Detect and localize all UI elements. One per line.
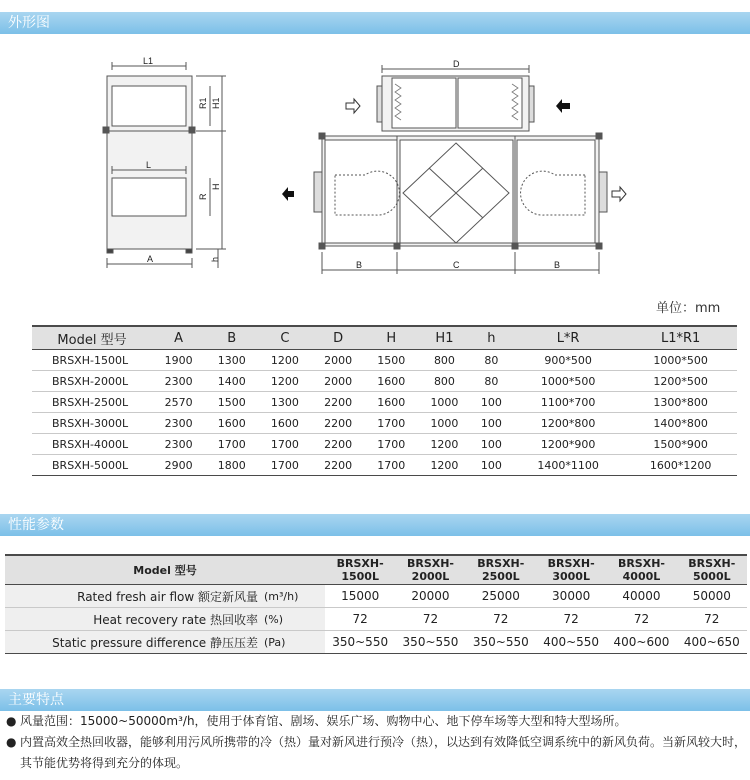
- feature-text: 风量范围：15000~50000m³/h，使用于体育馆、剧场、娱乐广场、购物中心、地下停车场等大型和特大型场所。: [20, 714, 627, 728]
- dim-label-H1: H1: [211, 97, 221, 109]
- value-cell: 100: [471, 413, 512, 434]
- value-cell: 2300: [152, 371, 205, 392]
- value-cell: 1400*1100: [512, 455, 625, 476]
- col-header: L1*R1: [624, 326, 737, 350]
- section-title-performance: 性能参数: [0, 514, 750, 536]
- value-cell: 1200: [418, 434, 471, 455]
- row-unit: (%): [260, 608, 325, 631]
- table-row: [32, 413, 737, 434]
- value-cell: 72: [677, 608, 747, 631]
- section-title-features: 主要特点: [0, 689, 750, 711]
- list-item: [6, 711, 746, 732]
- value-cell: 350~550: [395, 631, 465, 654]
- section-title-appearance: 外形图: [0, 12, 750, 34]
- dim-label-L1: L1: [143, 56, 154, 66]
- dim-label-H: H: [211, 183, 221, 190]
- col-header: B: [205, 326, 258, 350]
- table-row: [32, 392, 737, 413]
- model-cell: BRSXH-2000L: [32, 371, 152, 392]
- value-cell: 1300: [205, 350, 258, 371]
- value-cell: 1200*500: [624, 371, 737, 392]
- value-cell: 2300: [152, 434, 205, 455]
- value-cell: 1000: [418, 413, 471, 434]
- row-unit: (Pa): [260, 631, 325, 654]
- unit-outline-drawing: [0, 40, 750, 285]
- value-cell: 2300: [152, 413, 205, 434]
- dim-label-B-right: B: [554, 260, 561, 270]
- row-label: Rated fresh air flow 额定新风量: [5, 585, 260, 608]
- model-header: BRSXH-3000L: [536, 555, 606, 585]
- value-cell: 1200: [418, 455, 471, 476]
- value-cell: 72: [395, 608, 465, 631]
- row-label: Static pressure difference 静压压差: [5, 631, 260, 654]
- value-cell: 1000*500: [512, 371, 625, 392]
- value-cell: 1500: [365, 350, 418, 371]
- feature-text: 内置高效全热回收器，能够利用污风所携带的冷（热）量对新风进行预冷（热），以达到有效降低空调系统中的新风负荷。当新风较大时，其节能优势将得到充分的体现。: [20, 735, 747, 770]
- model-header: BRSXH-1500L: [325, 555, 395, 585]
- value-cell: 1400: [205, 371, 258, 392]
- value-cell: 400~550: [536, 631, 606, 654]
- value-cell: 40000: [606, 585, 676, 608]
- table-row: [5, 585, 747, 608]
- col-header: L*R: [512, 326, 625, 350]
- table-row: [32, 350, 737, 371]
- table-row: [5, 608, 747, 631]
- value-cell: 1300: [258, 392, 311, 413]
- bullet-dot-icon: ●: [6, 714, 17, 728]
- performance-table: [5, 554, 747, 654]
- value-cell: 1700: [365, 434, 418, 455]
- table-row: [32, 434, 737, 455]
- value-cell: 1200*800: [512, 413, 625, 434]
- value-cell: 2900: [152, 455, 205, 476]
- col-header: C: [258, 326, 311, 350]
- col-header: H1: [418, 326, 471, 350]
- value-cell: 1700: [205, 434, 258, 455]
- value-cell: 50000: [677, 585, 747, 608]
- unit-label: 单位：mm: [656, 301, 721, 316]
- value-cell: 1400*800: [624, 413, 737, 434]
- dim-label-h: h: [210, 256, 220, 262]
- perf-header-label: Model 型号: [5, 555, 325, 585]
- model-cell: BRSXH-4000L: [32, 434, 152, 455]
- value-cell: 15000: [325, 585, 395, 608]
- value-cell: 800: [418, 371, 471, 392]
- table-row: [5, 631, 747, 654]
- value-cell: 900*500: [512, 350, 625, 371]
- value-cell: 80: [471, 350, 512, 371]
- value-cell: 800: [418, 350, 471, 371]
- table-row: [32, 371, 737, 392]
- value-cell: 1700: [365, 455, 418, 476]
- value-cell: 72: [606, 608, 676, 631]
- dim-label-L: L: [146, 160, 152, 170]
- model-header: BRSXH-2500L: [466, 555, 536, 585]
- dimensions-table: [32, 325, 737, 476]
- value-cell: 350~550: [466, 631, 536, 654]
- model-header: BRSXH-4000L: [606, 555, 676, 585]
- value-cell: 2200: [312, 392, 365, 413]
- table-header-row: [32, 326, 737, 350]
- value-cell: 100: [471, 392, 512, 413]
- value-cell: 1100*700: [512, 392, 625, 413]
- arrow-filled-icon: [282, 187, 294, 201]
- value-cell: 400~600: [606, 631, 676, 654]
- value-cell: 350~550: [325, 631, 395, 654]
- feature-list: [6, 711, 746, 774]
- model-cell: BRSXH-1500L: [32, 350, 152, 371]
- value-cell: 2000: [312, 371, 365, 392]
- value-cell: 1600: [365, 371, 418, 392]
- bullet-dot-icon: ●: [6, 735, 17, 749]
- value-cell: 72: [466, 608, 536, 631]
- value-cell: 80: [471, 371, 512, 392]
- value-cell: 1500: [205, 392, 258, 413]
- dim-label-B-left: B: [356, 260, 363, 270]
- row-unit: (m³/h): [260, 585, 325, 608]
- model-header: BRSXH-2000L: [395, 555, 465, 585]
- col-header: D: [312, 326, 365, 350]
- list-item: [6, 732, 746, 774]
- dim-label-A: A: [147, 254, 154, 264]
- dim-label-C: C: [453, 260, 460, 270]
- table-header-row: [5, 555, 747, 585]
- dim-label-R1: R1: [198, 97, 208, 109]
- value-cell: 1700: [365, 413, 418, 434]
- value-cell: 72: [325, 608, 395, 631]
- value-cell: 1600: [258, 413, 311, 434]
- value-cell: 1600: [365, 392, 418, 413]
- value-cell: 1200*900: [512, 434, 625, 455]
- value-cell: 1000*500: [624, 350, 737, 371]
- value-cell: 1300*800: [624, 392, 737, 413]
- arrow-outline-icon: [346, 99, 360, 113]
- value-cell: 1200: [258, 350, 311, 371]
- arrow-outline-icon: [612, 187, 626, 201]
- value-cell: 1600*1200: [624, 455, 737, 476]
- value-cell: 72: [536, 608, 606, 631]
- model-cell: BRSXH-2500L: [32, 392, 152, 413]
- value-cell: 2200: [312, 413, 365, 434]
- value-cell: 25000: [466, 585, 536, 608]
- value-cell: 1700: [258, 455, 311, 476]
- value-cell: 1900: [152, 350, 205, 371]
- col-header: H: [365, 326, 418, 350]
- model-cell: BRSXH-5000L: [32, 455, 152, 476]
- value-cell: 1800: [205, 455, 258, 476]
- value-cell: 1600: [205, 413, 258, 434]
- col-header: Model 型号: [32, 326, 152, 350]
- value-cell: 30000: [536, 585, 606, 608]
- value-cell: 2200: [312, 455, 365, 476]
- table-row: [32, 455, 737, 476]
- value-cell: 1700: [258, 434, 311, 455]
- value-cell: 1000: [418, 392, 471, 413]
- arrow-filled-icon: [556, 99, 570, 113]
- value-cell: 2000: [312, 350, 365, 371]
- col-header: A: [152, 326, 205, 350]
- row-label: Heat recovery rate 热回收率: [5, 608, 260, 631]
- dim-label-D: D: [453, 59, 460, 69]
- value-cell: 400~650: [677, 631, 747, 654]
- value-cell: 1200: [258, 371, 311, 392]
- model-cell: BRSXH-3000L: [32, 413, 152, 434]
- value-cell: 100: [471, 434, 512, 455]
- value-cell: 2200: [312, 434, 365, 455]
- model-header: BRSXH-5000L: [677, 555, 747, 585]
- col-header: h: [471, 326, 512, 350]
- dim-label-R: R: [198, 193, 208, 200]
- value-cell: 1500*900: [624, 434, 737, 455]
- value-cell: 20000: [395, 585, 465, 608]
- value-cell: 2570: [152, 392, 205, 413]
- value-cell: 100: [471, 455, 512, 476]
